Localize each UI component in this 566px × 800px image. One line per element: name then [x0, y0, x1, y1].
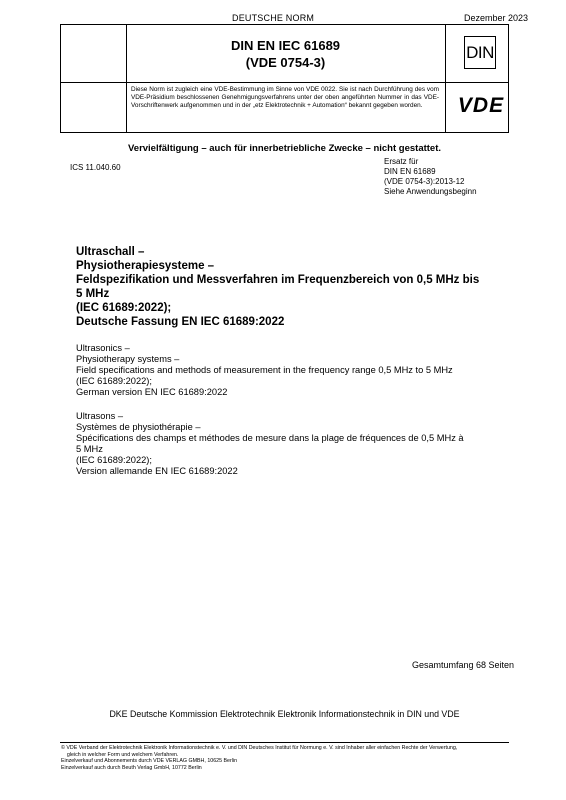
- frame-divider-right: [445, 25, 446, 132]
- vde-classification: (VDE 0754-3): [245, 54, 326, 70]
- title-french-line: Ultrasons –: [76, 411, 124, 421]
- title-german-line: Physiotherapiesysteme –: [76, 260, 215, 272]
- title-english-line: German version EN IEC 61689:2022: [76, 387, 228, 397]
- vde-approval-note: Diese Norm ist zugleich eine VDE-Bestimmung im Sinne von VDE 0022. Sie ist nach Durchführung des vom VDE-Präsidium beschlossenen Genehmigungsverfahrens unter der oben angeführten Nummer in das VDE-Vorschriftenwerk aufgenommen und in der „etz Elektrotechnik + Automation“ bekannt gegeben worden.: [131, 86, 439, 109]
- replacement-line: Ersatz für: [384, 157, 419, 166]
- footer-rule: [60, 742, 509, 743]
- title-french-line: Version allemande EN IEC 61689:2022: [76, 466, 238, 476]
- din-logo-text: DIN: [466, 42, 494, 62]
- replacement-line: (VDE 0754-3):2013-12: [384, 177, 465, 186]
- footer-line: Einzelverkauf und Abonnements durch VDE VERLAG GMBH, 10625 Berlin: [61, 758, 238, 765]
- reproduction-notice: Vervielfältigung – auch für innerbetriebliche Zwecke – nicht gestattet.: [127, 143, 442, 154]
- total-pages: Gesamtumfang 68 Seiten: [412, 660, 515, 670]
- footer-line: gleich in welcher Form und welchem Verfahren.: [61, 751, 179, 758]
- title-german-line: Deutsche Fassung EN IEC 61689:2022: [76, 316, 285, 328]
- title-german-line: Ultraschall –: [76, 246, 145, 258]
- title-french-line: (IEC 61689:2022);: [76, 455, 152, 465]
- standard-number: DIN EN IEC 61689: [230, 37, 341, 53]
- title-french-line: Systèmes de physiothérapie –: [76, 422, 201, 432]
- title-english-line: Field specifications and methods of measurement in the frequency range 0,5 MHz to 5 MHz: [76, 365, 453, 375]
- replacement-line: DIN EN 61689: [384, 167, 436, 176]
- committee-line: DKE Deutsche Kommission Elektrotechnik Elektronik Informationstechnik in DIN und VDE: [109, 709, 460, 719]
- standard-number-block: [126, 25, 445, 82]
- publication-date: Dezember 2023: [464, 13, 529, 23]
- title-german-line: (IEC 61689:2022);: [76, 302, 172, 314]
- vde-logo-text: VDE: [457, 94, 505, 117]
- title-french: [76, 411, 516, 477]
- title-english-line: Ultrasonics –: [76, 343, 130, 353]
- title-french-line: 5 MHz: [76, 444, 103, 454]
- title-english: [76, 343, 516, 398]
- title-french-line: Spécifications des champs et méthodes de mesure dans la plage de fréquences de 0,5 MHz à: [76, 433, 464, 443]
- title-english-line: (IEC 61689:2022);: [76, 376, 152, 386]
- title-german-line: 5 MHz: [76, 288, 110, 300]
- copyright-footer: [61, 745, 521, 771]
- din-logo: [464, 36, 496, 69]
- title-german-line: Feldspezifikation und Messverfahren im Frequenzbereich von 0,5 MHz bis: [76, 274, 480, 286]
- footer-line: © VDE Verband der Elektrotechnik Elektronik Informationstechnik e. V. und DIN Deutsches Institut für Normung e. V. sind Inhaber aller einfachen Rechte der Verwertung,: [61, 745, 458, 751]
- vde-logo: [453, 93, 509, 117]
- replacement-line: Siehe Anwendungsbeginn: [384, 187, 477, 196]
- title-german: [76, 245, 516, 329]
- ics-code: ICS 11.040.60: [70, 163, 121, 172]
- norm-type-label: DEUTSCHE NORM: [232, 13, 315, 23]
- footer-line: Einzelverkauf auch durch Beuth Verlag GmbH, 10772 Berlin: [61, 764, 202, 771]
- title-english-line: Physiotherapy systems –: [76, 354, 180, 364]
- title-frame: [60, 24, 509, 133]
- replacement-info: [384, 157, 477, 197]
- frame-divider-horizontal: [61, 82, 508, 83]
